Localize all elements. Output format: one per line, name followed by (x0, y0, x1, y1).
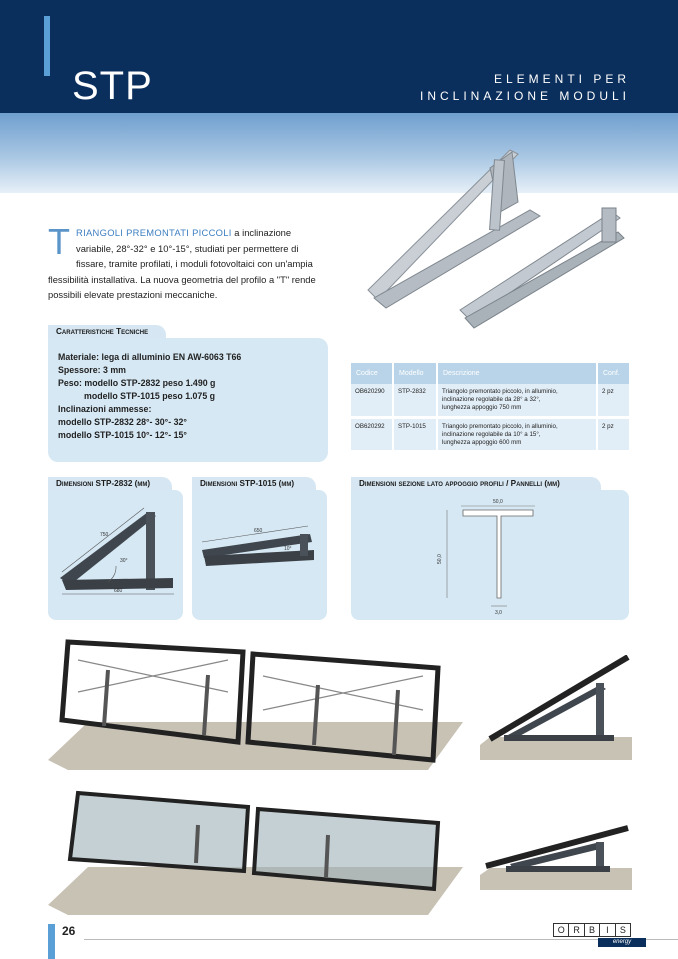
col-header-model: Modello (393, 363, 437, 384)
diagram3-panel (351, 490, 629, 620)
desc-line: Triangolo premontato piccolo, in alluminio, (442, 422, 558, 430)
diagram3-width-dim: 50,0 (493, 499, 503, 505)
header-subtitle-line2: INCLINAZIONE MODULI (419, 89, 630, 103)
specs-tab: Caratteristiche Tecniche (48, 325, 166, 338)
render-side-view-small (480, 820, 632, 890)
cell-conf: 2 pz (597, 417, 629, 452)
specs-panel (48, 338, 328, 462)
page-header (0, 0, 678, 113)
logo-energy-tag: energy (598, 938, 646, 947)
table-header-row (351, 363, 629, 384)
spec-line: modello STP-2832 28°- 30°- 32° (58, 417, 187, 427)
diagram2-angle-dim: 10° (284, 546, 292, 552)
table-row (351, 417, 629, 452)
diagram2-top-dim: 650 (254, 528, 263, 534)
cell-description (437, 417, 597, 452)
diagram3-tab: Dimensioni sezione lato appoggio profili / Pannelli (mm) (351, 477, 601, 490)
product-table (351, 363, 629, 453)
col-header-code: Codice (351, 363, 393, 384)
desc-line: inclinazione regolabile da 10° a 15°, (442, 430, 541, 438)
cell-conf: 2 pz (597, 384, 629, 417)
cell-code: OB620292 (351, 417, 393, 452)
header-subtitle-line1: ELEMENTI PER (493, 72, 630, 86)
diagram2-drawing (192, 490, 327, 620)
footer-divider (84, 939, 678, 940)
spec-line: modello STP-1015 peso 1.075 g (84, 391, 216, 401)
col-header-conf: Conf. (597, 363, 629, 384)
diagram2-tab: Dimensioni STP-1015 (mm) (192, 477, 316, 490)
diagram3-height-dim: 50,0 (437, 554, 443, 564)
diagram3-drawing (351, 490, 629, 620)
table-row (351, 384, 629, 417)
intro-dropcap: T (48, 221, 70, 262)
product-photo-triangles (350, 140, 640, 330)
desc-line: inclinazione regolabile da 28° a 32°, (442, 396, 541, 404)
cell-description (437, 384, 597, 417)
logo-letter: I (600, 924, 615, 936)
footer-accent-bar (48, 924, 55, 959)
page-title: STP (72, 64, 153, 108)
spec-line: Peso: modello STP-2832 peso 1.490 g (58, 378, 216, 388)
diagram1-angle-dim: 30° (120, 558, 128, 564)
render-panels-installation (48, 785, 468, 915)
diagram1-panel (48, 490, 183, 620)
cell-model: STP-2832 (393, 384, 437, 417)
desc-line: Triangolo premontato piccolo, in alluminio, (442, 388, 558, 395)
intro-body: a inclinazione variabile, 28°-32° e 10°-15°, studiati per permettere di fissare, tramite profilati, i moduli fotovoltaici con un'ampia flessibilità installativa. La nuova geometria del profilo a "T" rende possibili elevate prestazioni meccaniche. (48, 227, 316, 301)
spec-line: Spessore: 3 mm (58, 365, 126, 375)
diagram1-drawing (48, 490, 183, 620)
intro-lead: RIANGOLI PREMONTATI PICCOLI (76, 227, 232, 238)
spec-line: Inclinazioni ammesse: (58, 404, 152, 414)
render-frames-installation (48, 630, 468, 770)
diagram1-base-dim: 680 (114, 588, 123, 594)
intro-paragraph (48, 221, 330, 303)
diagram2-panel (192, 490, 327, 620)
render-side-view-large (480, 655, 632, 760)
spec-line: modello STP-1015 10°- 12°- 15° (58, 430, 187, 440)
diagram3-thickness-dim: 3,0 (495, 610, 502, 616)
diagram1-side-dim: 750 (100, 532, 109, 538)
logo-letter: O (554, 924, 569, 936)
diagram1-tab: Dimensioni STP-2832 (mm) (48, 477, 172, 490)
logo-letter: R (569, 924, 584, 936)
spec-line: Materiale: lega di alluminio EN AW-6063 T66 (58, 352, 242, 362)
logo-letter: B (585, 924, 600, 936)
cell-code: OB620290 (351, 384, 393, 417)
desc-line: lunghezza appoggio 600 mm (442, 439, 522, 447)
page-number: 26 (62, 924, 76, 938)
cell-model: STP-1015 (393, 417, 437, 452)
logo-letter: S (619, 925, 626, 935)
col-header-description: Descrizione (437, 363, 597, 384)
desc-line: lunghezza appoggio 750 mm (442, 404, 522, 412)
header-accent-bar (44, 16, 50, 76)
orbis-logo (553, 923, 631, 937)
